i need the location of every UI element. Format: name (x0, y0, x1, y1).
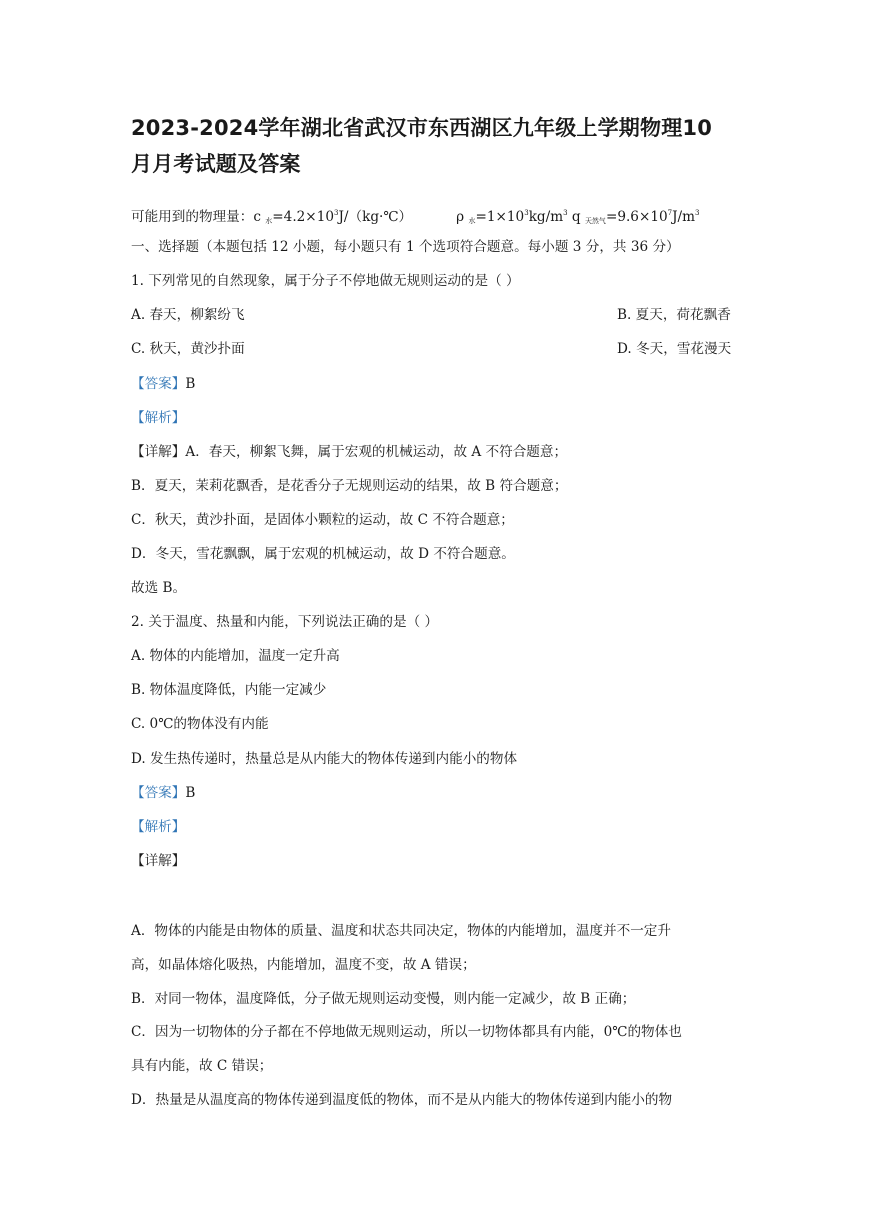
q2-detail-a-line-2: 高，如晶体熔化吸热，内能增加，温度不变，故 A 错误； (131, 957, 476, 973)
document-title (131, 110, 751, 182)
c-water: c $_水=4.2\times 10^3J/(kg\cdot℃)$ (253, 209, 413, 225)
q2-analysis-tag: 【解析】 (131, 819, 186, 835)
answer-value: B (185, 376, 196, 392)
rho-water: ρ $_水=1\times 10^3kg/m^3$ (456, 209, 568, 225)
q2-option-a: A. 物体的内能增加，温度一定升高 (131, 648, 340, 664)
q2-detail-b: B．对同一物体，温度降低，分子做无规则运动变慢，则内能一定减少，故 B 正确； (131, 991, 636, 1007)
q1-option-d: D. 冬天，雪花漫天 (617, 341, 732, 357)
title-line-1: 2023-2024学年湖北省武汉市东西湖区九年级上学期物理10 (131, 116, 713, 140)
q1-option-b: B. 夏天，荷花飘香 (617, 307, 731, 323)
q2-detail-c-line-1: C．因为一切物体的分子都在不停地做无规则运动，所以一切物体都具有内能，0℃的物体也 (131, 1024, 682, 1040)
q2-answer (131, 783, 741, 803)
q2-option-d: D. 发生热传递时，热量总是从内能大的物体传递到内能小的物体 (131, 751, 518, 767)
question-1-stem: 1. 下列常见的自然现象，属于分子不停地做无规则运动的是（ ） (131, 273, 520, 289)
q1-detail-d: D．冬天，雪花飘飘，属于宏观的机械运动，故 D 不符合题意。 (131, 546, 515, 562)
q2-detail-c-line-2: 具有内能，故 C 错误； (131, 1058, 273, 1074)
q1-option-c: C. 秋天，黄沙扑面 (131, 341, 245, 357)
q1-analysis-tag: 【解析】 (131, 410, 186, 426)
answer-tag: 【答案】 (131, 785, 186, 801)
q2-option-b: B. 物体温度降低，内能一定减少 (131, 682, 327, 698)
section-heading: 一、选择题（本题包括 12 小题，每小题只有 1 个选项符合题意。每小题 3 分，共 36 分） (131, 239, 680, 255)
q1-detail-c: C．秋天，黄沙扑面，是固体小颗粒的运动，故 C 不符合题意； (131, 512, 514, 528)
title-line-2: 月月考试题及答案 (131, 152, 301, 176)
q2-option-c: C. 0℃的物体没有内能 (131, 716, 269, 732)
q2-detail-d-line-1: D．热量是从温度高的物体传递到温度低的物体，而不是从内能大的物体传递到内能小的物 (131, 1092, 673, 1108)
q1-option-a: A. 春天，柳絮纷飞 (131, 307, 245, 323)
question-1-options-row-1 (131, 305, 741, 325)
physical-constants (131, 203, 741, 231)
q1-detail-b: B．夏天，茉莉花飘香，是花香分子无规则运动的结果，故 B 符合题意； (131, 478, 568, 494)
answer-tag: 【答案】 (131, 376, 186, 392)
answer-value: B (185, 785, 196, 801)
q-gas: q $_{天然气}=9.6\times 10^7J/m^3$ (571, 209, 700, 225)
q1-detail-a: 【详解】A．春天，柳絮飞舞，属于宏观的机械运动，故 A 不符合题意； (131, 444, 568, 460)
question-2-stem: 2. 关于温度、热量和内能，下列说法正确的是（ ） (131, 614, 439, 630)
question-1-options-row-2 (131, 339, 741, 359)
q1-conclusion: 故选 B。 (131, 580, 187, 596)
q2-detail-a-line-1: A．物体的内能是由物体的质量、温度和状态共同决定，物体的内能增加，温度并不一定升 (131, 923, 671, 939)
q2-detail-tag: 【详解】 (131, 853, 186, 869)
constants-prefix: 可能用到的物理量： (131, 209, 254, 225)
q1-answer (131, 374, 741, 394)
detail-tag: 【详解】 (131, 444, 186, 460)
